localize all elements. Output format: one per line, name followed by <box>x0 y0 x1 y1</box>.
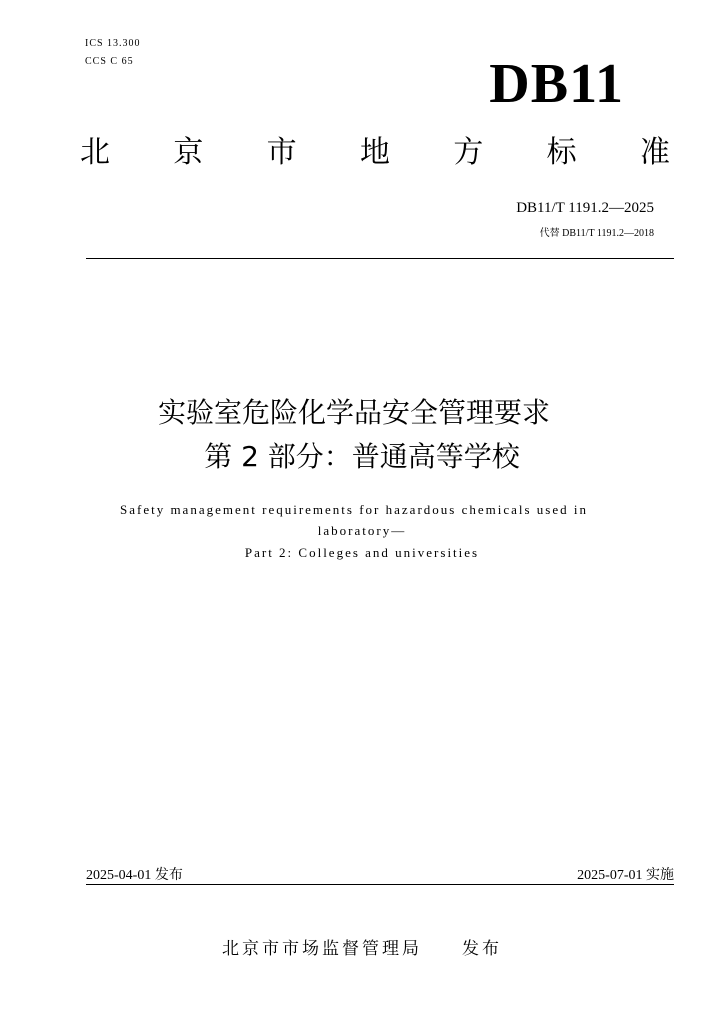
standard-type-char: 方 <box>453 135 484 170</box>
standard-type-char: 标 <box>546 135 577 170</box>
standard-type-char: 市 <box>266 135 297 170</box>
title-cn-line1: 实验室危险化学品安全管理要求 <box>157 396 550 429</box>
standard-type-char: 地 <box>359 135 390 170</box>
ics-code: ICS 13.300 <box>85 38 141 49</box>
header-divider <box>86 258 674 259</box>
standard-number: DB11/T 1191.2—2025 <box>516 200 654 216</box>
title-cn-line2: 第 2 部分：普通高等学校 <box>204 440 520 473</box>
footer-divider <box>86 884 674 885</box>
db11-logo: DB11 <box>489 53 624 115</box>
title-en-line2: laboratory— <box>317 523 407 538</box>
issuer-name: 北京市市场监督管理局 <box>222 939 422 959</box>
standard-type-char: 京 <box>173 135 204 170</box>
standard-type-heading <box>80 135 670 170</box>
ccs-code: CCS C 65 <box>85 56 134 67</box>
title-en-line1: Safety management requirements for hazardous chemicals used in <box>119 502 588 517</box>
issuer-action: 发布 <box>462 939 502 959</box>
replaces-standard: 代替 DB11/T 1191.2—2018 <box>539 228 654 239</box>
title-en-line3: Part 2: Colleges and universities <box>244 545 480 560</box>
issue-date: 2025-04-01 发布 <box>86 868 183 883</box>
standard-type-char: 准 <box>639 135 670 170</box>
standard-type-char: 北 <box>80 135 110 170</box>
issuer-line <box>0 934 724 959</box>
implementation-date: 2025-07-01 实施 <box>577 868 674 883</box>
